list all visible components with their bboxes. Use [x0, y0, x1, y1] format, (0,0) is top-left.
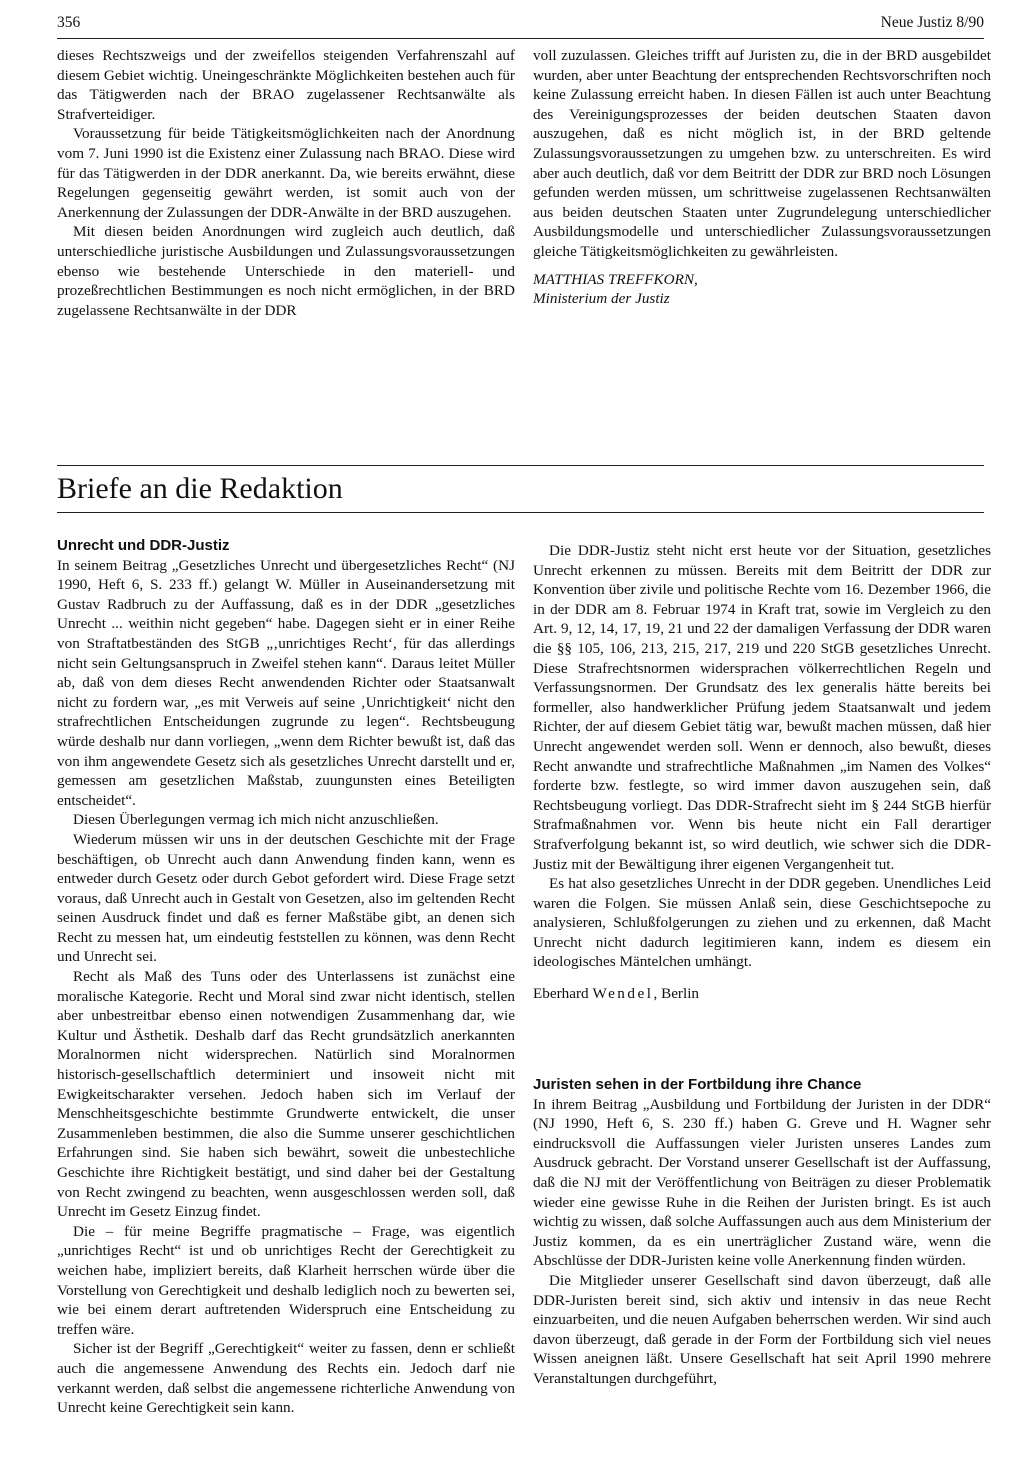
paragraph: Es hat also gesetzliches Unrecht in der DDR gegeben. Unendliches Leid waren die Folgen. Sie müssen Anlaß sein, diese Geschichtsepoche zu analysieren, Schlußfolgerungen zu ziehen und zu erkennen, daß Macht Unrecht nicht dadurch legitimieren kann, indem es diesem ein ideologisches Mäntelchen umhängt.	[533, 875, 991, 971]
page-number: 356	[57, 14, 81, 31]
paragraph: voll zuzulassen. Gleiches trifft auf Juristen zu, die in der BRD ausgebildet wurden, aber unter Beachtung der entsprechenden Rechtsvorschriften noch keine Zulassung erreicht haben. In diesen Fällen ist auch unter Beachtung des Vereinigungsprozesses der beiden deutschen Staaten davon auszugehen, daß es nicht möglich ist, in der BRD geltende Zulassungsvoraussetzungen zu umgehen bzw. zu unterschreiten. Es wird aber auch deutlich, daß vor dem Beitritt der DDR zur BRD noch Lösungen gefunden werden müssen, um schrittweise zugelassenen Rechtsanwälten aus beiden deutschen Staaten unter Zugrundelegung unterschiedlicher Ausbildungsmodelle und unterschiedlicher Zulassungsvoraussetzungen gleiche Tätigkeitsmöglichkeiten zu gewährleisten.	[533, 47, 991, 260]
letter-right-column-bottom	[533, 1075, 991, 1389]
letter-left-column	[57, 536, 515, 1418]
article-signature	[533, 270, 991, 309]
paragraph: Mit diesen beiden Anordnungen wird zugleich auch deutlich, daß unterschiedliche juristische Ausbildungen und Zulassungsvoraussetzungen ebenso wie bestehende Unterschiede in den materiell- und prozeßrechtlichen Bestimmungen es noch nicht ermöglichen, in der BRD zugelassene Rechtsanwälte in der DDR	[57, 223, 515, 319]
header-rule	[57, 38, 984, 39]
author-place: , Berlin	[653, 985, 700, 1003]
letter-heading: Unrecht und DDR-Justiz	[57, 537, 230, 554]
top-article-right-column	[533, 46, 991, 309]
author-first-name: Eberhard	[533, 985, 589, 1003]
paragraph: Recht als Maß des Tuns oder des Unterlassens ist zunächst eine moralische Kategorie. Recht und Moral sind zwar nicht identisch, stellen aber unbestreitbar ebenso einen notwendigen Zusammenhang dar, wie Kultur und Ästhetik. Deshalb darf das Recht grundsätzlich anerkannten Moralnormen nicht widersprechen. Natürlich sind Moralnormen historisch-gesellschaftlich determiniert und insoweit nicht mit Ewigkeitscharakter versehen. Jedoch haben sich im Verlauf der Menschheitsgeschichte bestimmte Grundwerte entwickelt, die unser Zusammenleben bestimmen, die also die Summe unserer geschichtlichen Erfahrungen sind. Sie haben sich bewährt, soweit die unbestechliche Geschichte ihre Richtigkeit bestätigt, und sind daher bei der Gestaltung von Recht zwingend zu beachten, wenn ausgeschlossen werden soll, daß Unrecht im Gesetz Einzug findet.	[57, 968, 515, 1221]
letter-right-column-top	[533, 541, 991, 1004]
letter-author	[533, 984, 991, 1004]
top-article-left-column	[57, 46, 515, 320]
letter-heading: Juristen sehen in der Fortbildung ihre Chance	[533, 1076, 862, 1093]
paragraph: Die DDR-Justiz steht nicht erst heute vor der Situation, gesetzliches Unrecht erkennen zu müssen. Bereits mit dem Beitritt der DDR zur Konvention über zivile und politische Rechte vom 16. Dezember 1966, die in der DDR am 8. Februar 1974 in Kraft trat, sowie im Vergleich zu den Art. 9, 12, 14, 17, 19, 21 und 22 der damaligen Verfassung der DDR waren die §§ 105, 106, 213, 215, 217, 219 und 220 StGB gesetzliches Unrecht. Diese Strafrechtsnormen widersprachen völkerrechtlichen Regeln und Verfassungsnormen. Der Grundsatz des lex generalis hätte bereits bei formeller, also handwerklicher Prüfung jedem Staatsanwalt und jedem Richter, der auf diesem Gebiet tätig war, bewußt machen müssen, daß hier Unrecht angewendet werden soll. Wenn er dennoch, also bewußt, dieses Recht anwandte und strafrechtliche Maßnahmen „im Namen des Volkes“ forderte bzw. festlegte, so wird immer davon auszugehen sein, daß Rechtsbeugung vorliegt. Das DDR-Strafrecht sieht im § 244 StGB hierfür Strafmaßnahmen vor. Wenn bis heute nicht ein Fall derartiger Strafverfolgung bekannt ist, so wird deutlich, wie schwer sich die DDR-Justiz mit der Bewältigung ihrer eigenen Vergangenheit tut.	[533, 542, 991, 873]
journal-issue: Neue Justiz 8/90	[880, 14, 984, 31]
paragraph: Voraussetzung für beide Tätigkeitsmöglichkeiten nach der Anordnung vom 7. Juni 1990 ist die Existenz einer Zulassung nach BRAO. Diese wird für das Tätigwerden in der DDR anerkannt. Da, wie bereits erwähnt, diese Regelungen gegenseitig gewährt werden, ist somit auch von der Anerkennung der Zulassungen der DDR-Anwälte in der BRD auszugehen.	[57, 125, 515, 221]
section-title: Briefe an die Redaktion	[57, 472, 343, 505]
paragraph: In ihrem Beitrag „Ausbildung und Fortbildung der Juristen in der DDR“ (NJ 1990, Heft 6, S. 230 ff.) haben G. Greve und H. Wagner sehr eindrucksvoll die Auffassungen vieler Juristen unseres Landes zum Ausdruck gebracht. Der Vorstand unserer Gesellschaft ist der Auffassung, daß die NJ mit der Veröffentlichung von Beiträgen zu dieser Problematik wieder eine gewisse Ruhe in die Reihen der Juristen bringt. Es ist auch wichtig zu wissen, daß solche Auffassungen auch aus dem Ministerium der Justiz kommen, da es ein unerträglicher Zustand wäre, wenn die Abschlüsse der DDR-Juristen keine volle Anerkennung finden würden.	[533, 1095, 991, 1270]
signature-name: MATTHIAS TREFFKORN,	[533, 270, 698, 288]
paragraph: Die Mitglieder unserer Gesellschaft sind davon überzeugt, daß alle DDR-Juristen bereit sind, sich aktiv und intensiv in das neue Recht einzuarbeiten, und die neuen Aufgaben beherrschen werden. Wir sind auch davon überzeugt, daß gerade in der Form der Fortbildung sich viel neues Wissen aneignen läßt. Unsere Gesellschaft hat seit April 1990 mehrere Veranstaltungen durchgeführt,	[533, 1271, 991, 1387]
paragraph: In seinem Beitrag „Gesetzliches Unrecht und übergesetzliches Recht“ (NJ 1990, Heft 6, S. 233 ff.) gelangt W. Müller in Auseinandersetzung mit Gustav Radbruch zu der Auffassung, daß es in der DDR „gesetzliches Unrecht ... weithin nicht gegeben“ habe. Dagegen sieht er in einer Reihe von Straftatbeständen des StGB „‚unrichtiges Recht‘, für das allerdings nicht sein Geltungsanspruch in Zweifel stehen kann“. Daraus leitet Müller ab, daß von dem dieses Recht anwendenden Richter oder Staatsanwalt nicht zu fordern war, „es mit Verweis auf seine ‚Unrichtigkeit‘ nicht den strafrechtlichen Entscheidungen zugrunde zu legen“. Rechtsbeugung würde deshalb nur dann vorliegen, „wenn dem Richter bewußt ist, daß das von ihm angewendete Gesetz sich als gesetzliches Unrecht darstellt und er, gemessen am gesetzlichen Maßstab, zuungunsten eines Beteiligten entscheidet“.	[57, 556, 515, 809]
paragraph: dieses Rechtszweigs und der zweifellos steigenden Verfahrenszahl auf diesem Gebiet wichtig. Uneingeschränkte Möglichkeiten bestehen auch für das Tätigwerden nach der BRAO zugelassener Rechtsanwälte als Strafverteidiger.	[57, 47, 515, 123]
paragraph: Wiederum müssen wir uns in der deutschen Geschichte mit der Frage beschäftigen, ob Unrecht auch dann Anwendung finden kann, wenn es entweder durch Gesetz oder durch Gebot gefordert wird. Diese Frage setzt voraus, daß Unrecht auch in Gestalt von Gesetzen, also im geltenden Recht seinen Ausdruck findet und daß es ferner Maßstäbe gibt, an denen sich Recht zu messen hat, um eindeutig feststellen zu können, was denn Recht und Unrecht sei.	[57, 830, 515, 966]
author-last-name: Wendel	[592, 985, 654, 1003]
paragraph: Sicher ist der Begriff „Gerechtigkeit“ weiter zu fassen, denn er schließt auch die angemessene Anwendung des Rechts ein. Jedoch darf nie verkannt werden, daß selbst die angemessene richterliche Anwendung von Unrecht keine Gerechtigkeit sein kann.	[57, 1340, 515, 1417]
section-rule-top	[57, 465, 984, 466]
section-rule-bottom	[57, 512, 984, 513]
paragraph: Die – für meine Begriffe pragmatische – Frage, was eigentlich „unrichtiges Recht“ ist und ob unrichtiges Recht der Gerechtigkeit zu weichen habe, impliziert bereits, daß Klarheit herrschen würde über die Vorstellung von Gerechtigkeit und deshalb lediglich noch zu bewerten sei, wie bei einem derart auftretenden Widerspruch eine Entscheidung zu treffen wäre.	[57, 1222, 515, 1338]
signature-organization: Ministerium der Justiz	[533, 290, 670, 308]
paragraph: Diesen Überlegungen vermag ich mich nicht anzuschließen.	[73, 811, 439, 829]
